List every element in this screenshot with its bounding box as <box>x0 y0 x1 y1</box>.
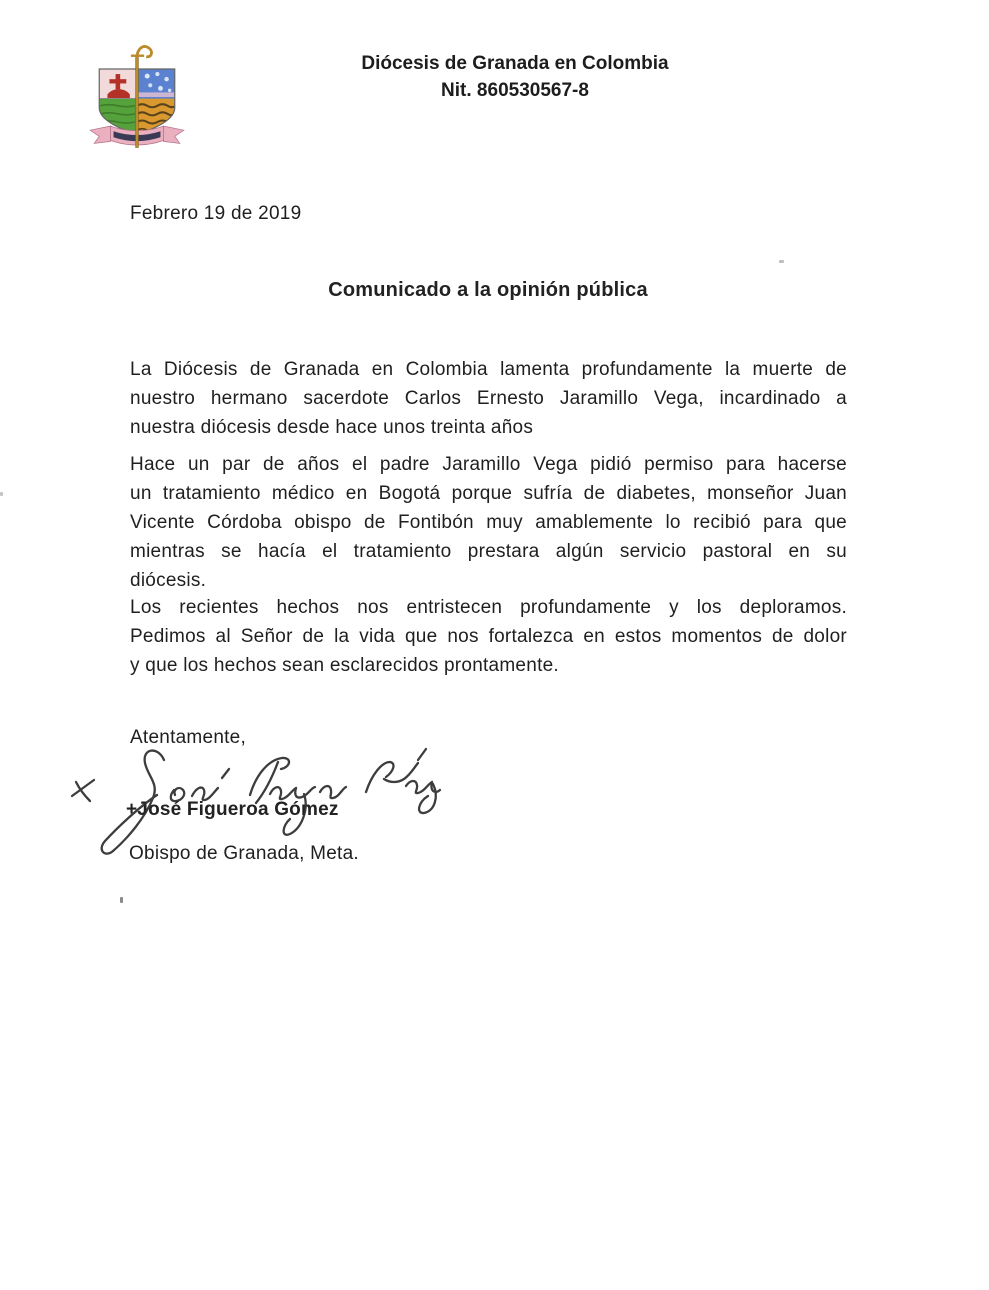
paragraph-line: Hace un par de años el padre Jaramillo Vega pidió permiso para hacerse <box>130 454 847 475</box>
paragraph-line: Pedimos al Señor de la vida que nos fortalezca en estos momentos de dolor <box>130 626 847 647</box>
signer-name: +José Figueroa Gómez <box>126 799 339 820</box>
letterhead <box>290 50 740 104</box>
org-nit: Nit. 860530567-8 <box>441 80 589 101</box>
paragraph-line: diócesis. <box>130 570 207 591</box>
paragraph-line: nuestro hermano sacerdote Carlos Ernesto Jaramillo Vega, incardinado a <box>130 388 847 409</box>
paragraph-line: nuestra diócesis desde hace unos treinta años <box>130 417 534 438</box>
paragraph-2 <box>130 450 847 595</box>
scan-speck <box>779 260 784 263</box>
paragraph-line: Los recientes hechos nos entristecen profundamente y los deploramos. <box>130 597 847 618</box>
closing-salutation: Atentamente, <box>130 727 247 748</box>
paragraph-3 <box>130 593 847 680</box>
paragraph-1 <box>130 355 847 442</box>
paragraph-line: y que los hechos sean esclarecidos prontamente. <box>130 655 559 676</box>
org-name: Diócesis de Granada en Colombia <box>361 53 669 74</box>
paragraph-line: La Diócesis de Granada en Colombia lamenta profundamente la muerte de <box>130 359 847 380</box>
scan-speck <box>0 492 3 496</box>
letter-title: Comunicado a la opinión pública <box>328 279 648 301</box>
paragraph-line: mientras se hacía el tratamiento prestara algún servicio pastoral en su <box>130 541 847 562</box>
letter-date: Febrero 19 de 2019 <box>130 203 302 224</box>
paragraph-line: un tratamiento médico en Bogotá porque sufría de diabetes, monseñor Juan <box>130 483 847 504</box>
scan-speck <box>120 897 123 903</box>
signer-role: Obispo de Granada, Meta. <box>129 843 359 864</box>
paragraph-line: Vicente Córdoba obispo de Fontibón muy amablemente lo recibió para que <box>130 512 847 533</box>
diocese-coat-of-arms-icon <box>86 42 188 150</box>
